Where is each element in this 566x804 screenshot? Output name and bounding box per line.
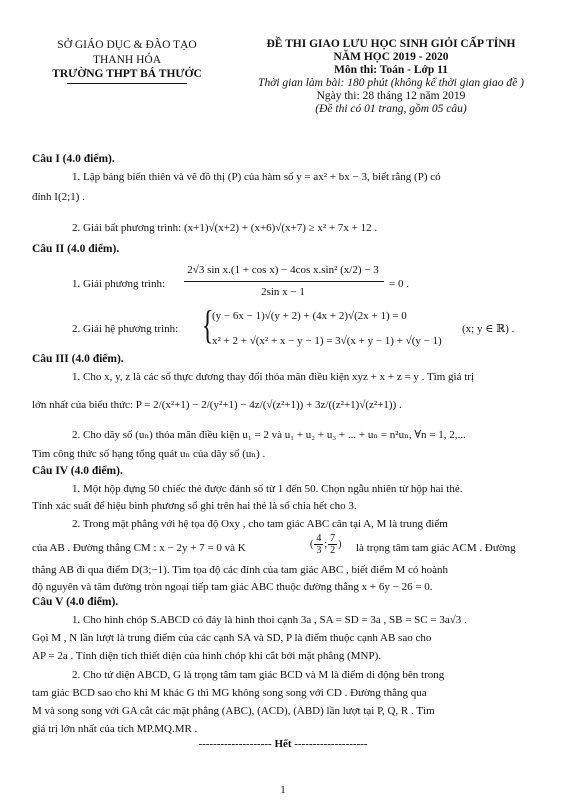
q2-part1-denominator: 2sin x − 1 — [261, 286, 305, 298]
q3-part2-line1: 2. Cho dãy số (uₙ) thỏa mãn điều kiện u₁ = 2 và u₁ + u₂ + u₃ + ... + uₙ = n²uₙ, ∀n = 1, 2,... — [72, 429, 466, 441]
q2-part1-numerator: 2√3 sin x.(1 + cos x) − 4cos x.sin² (x/2) − 3 — [187, 264, 379, 276]
q3-part1-line1: 1. Cho x, y, z là các số thực dương thay đổi thỏa mãn điều kiện xyz + x + z = y . Tìm giá trị — [72, 371, 475, 383]
subject: Môn thi: Toán - Lớp 11 — [333, 64, 449, 76]
school-year: NĂM HỌC 2019 - 2020 — [333, 51, 449, 63]
q2-title: Câu II (4.0 điểm). — [32, 243, 120, 255]
system-brace: { — [201, 302, 214, 347]
province-name: THANH HÓA — [92, 53, 162, 66]
q5-part2-line4: giá trị lớn nhất của tích MP.MQ.MR . — [32, 723, 198, 735]
q2-system-eq1: (y − 6x − 1)√(y + 2) + (4x + 2)√(2x + 1) = 0 — [212, 310, 407, 322]
time-limit: Thời gian làm bài: 180 phút (không kể thời gian giao đề ) — [258, 77, 524, 89]
q4-part2-line1: 2. Trong mặt phẳng với hệ tọa độ Oxy , cho tam giác ABC cân tại A, M là trung điểm — [72, 518, 448, 530]
q2-part1-label: 1. Giải phương trình: — [72, 278, 166, 290]
q2-system-eq2: x² + 2 + √(x² + x − y − 1) = 3√(x + y − 1) + √(y − 1) — [212, 335, 442, 347]
q2-part1-tail: = 0 . — [389, 278, 409, 290]
q5-part1-line1: 1. Cho hình chóp S.ABCD có đáy là hình thoi cạnh 3a , SA = SD = 3a , SB = SC = 3a√3 . — [72, 614, 467, 626]
q1-title: Câu I (4.0 điểm). — [32, 153, 115, 165]
q5-part1-line2: Gọi M , N lần lượt là trung điểm của các cạnh SA và SD, P là điểm thuộc cạnh AB sao cho — [32, 632, 432, 644]
q4-part2-line4: độ nguyên và tâm đường tròn ngoại tiếp tam giác ABC thuộc đường thẳng x + 6y − 26 = 0. — [32, 581, 433, 593]
exam-date: Ngày thi: 28 tháng 12 năm 2019 — [316, 90, 466, 102]
q4-part2-line2-end: là trọng tâm tam giác ACM . Đường — [356, 542, 516, 554]
header-right — [228, 38, 554, 116]
q2-fraction-bar — [184, 281, 384, 282]
school-name: TRƯỜNG THPT BÁ THƯỚC — [52, 68, 202, 80]
point-k-coordinates: ( $\frac{4}{3}$ ; $\frac{7}{2}$ ) — [310, 533, 342, 556]
q2-system-condition: (x; y ∈ ℝ) . — [462, 323, 515, 335]
school-underline — [67, 83, 187, 84]
q4-title: Câu IV (4.0 điểm). — [32, 465, 123, 477]
q5-part2-line2: tam giác BCD sao cho khi M khác G thì MG không song song với CD . Đường thẳng qua — [32, 687, 427, 699]
q5-part2-line3: M và song song với GA cắt các mặt phẳng (ABC), (ACD), (ABD) lần lượt tại P, Q, R . Tìm — [32, 705, 435, 717]
q5-part2-line1: 2. Cho tứ diện ABCD, G là trọng tâm tam giác BCD và M là điểm di động bên trong — [72, 669, 445, 681]
q4-part1-line1: 1. Một hộp đựng 50 chiếc thẻ được đánh số từ 1 đến 50. Chọn ngẫu nhiên từ hộp hai thẻ. — [72, 483, 463, 495]
q5-title: Câu V (4.0 điểm). — [32, 596, 119, 608]
q4-part2-line3: thẳng AB đi qua điểm D(3;−1). Tìm tọa độ các đỉnh của tam giác ABC , biết điểm M có hoành — [32, 564, 448, 576]
q1-part1-line2: đỉnh I(2;1) . — [32, 191, 85, 203]
department-name: SỞ GIÁO DỤC & ĐÀO TẠO — [57, 39, 197, 51]
q4-part2-line2-start: của AB . Đường thẳng CM : x − 2y + 7 = 0 và K — [32, 542, 246, 554]
end-marker: -------------------- Hết -------------------- — [198, 738, 368, 750]
q4-part1-line2: Tính xác suất để hiệu bình phương số ghi trên hai thẻ là số chia hết cho 3. — [32, 500, 357, 512]
page-number: 1 — [280, 784, 286, 796]
q1-part2: 2. Giải bất phương trình: (x+1)√(x+2) + (x+6)√(x+7) ≥ x² + 7x + 12 . — [72, 222, 378, 234]
q3-title: Câu III (4.0 điểm). — [32, 353, 124, 365]
q3-part2-line2: Tìm công thức số hạng tổng quát uₙ của dãy số (uₙ) . — [32, 448, 266, 460]
q2-part2-label: 2. Giải hệ phương trình: — [72, 323, 179, 335]
page-note: (Đề thi có 01 trang, gồm 05 câu) — [315, 103, 467, 115]
exam-title: ĐỀ THI GIAO LƯU HỌC SINH GIỎI CẤP TỈNH — [266, 38, 516, 50]
q1-part1-line1: 1. Lập bảng biến thiên và vẽ đồ thị (P) của hàm số y = ax² + bx − 3, biết rằng (P) có — [72, 171, 441, 183]
header-left — [22, 38, 232, 84]
q3-part1-line2: lớn nhất của biểu thức: P = 2/(x²+1) − 2/(y²+1) − 4z/(√(z²+1)) + 3z/((z²+1)√(z²+1)) . — [32, 399, 402, 411]
q5-part1-line3: AP = 2a . Tính diện tích thiết diện của hình chóp khi cắt bởi mặt phẳng (MNP). — [32, 650, 381, 662]
